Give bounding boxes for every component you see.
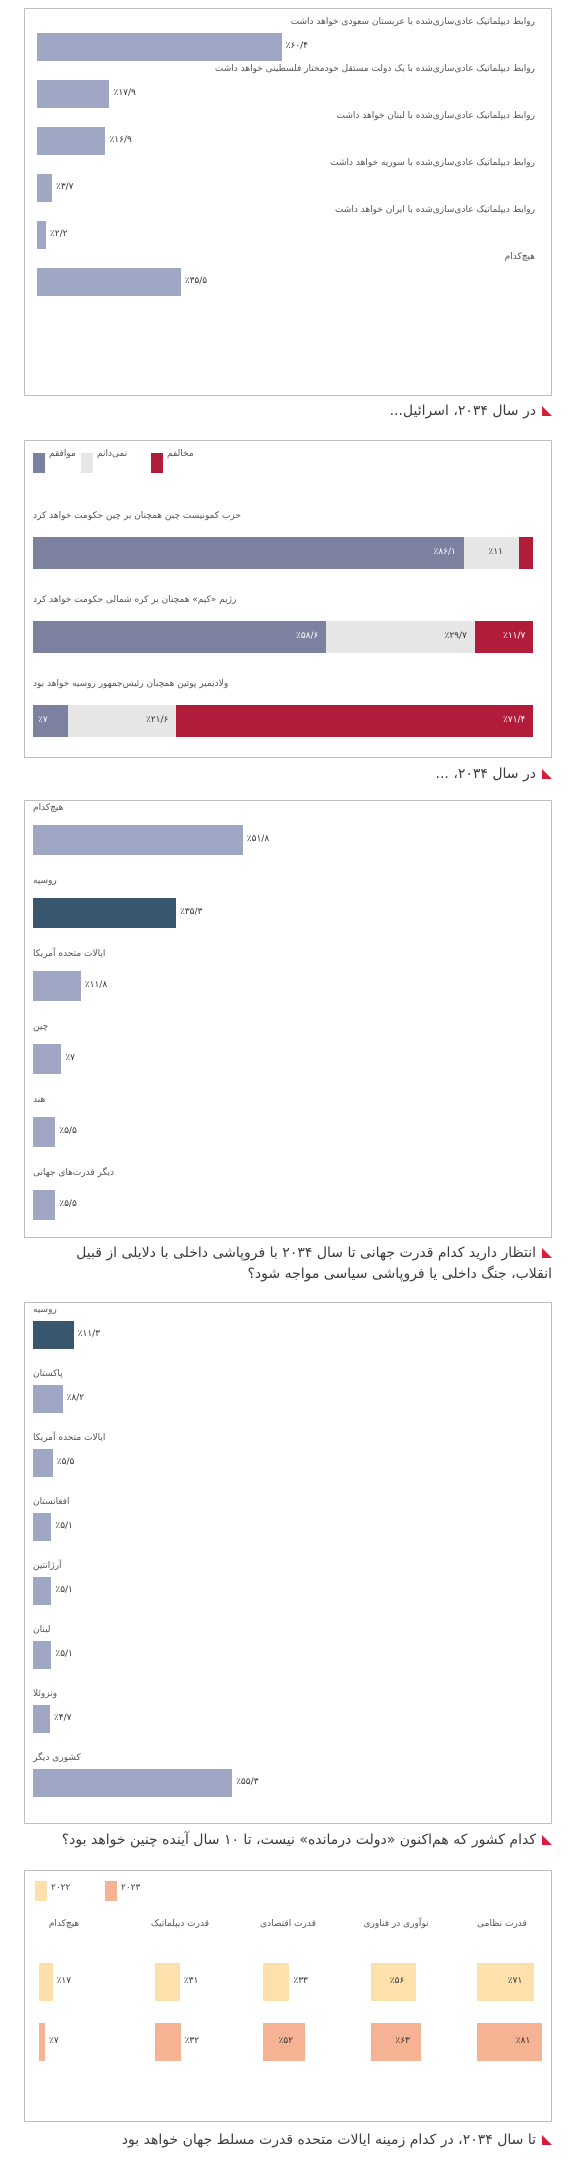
segment-value-label: ٪۷۱/۴ bbox=[503, 715, 526, 725]
segment-value-label: ٪۱۱/۷ bbox=[503, 631, 526, 641]
bar-category-label: روابط دیپلماتیک عادی‌سازی‌شده با سوریه خواهد داشت bbox=[330, 158, 535, 168]
bar-value-label: ٪۵/۱ bbox=[55, 1521, 73, 1531]
segment-value-label: ٪۲۱/۶ bbox=[146, 715, 169, 725]
bar bbox=[37, 268, 181, 296]
bar-category-label: ایالات متحده آمریکا bbox=[33, 949, 106, 959]
bar bbox=[33, 1385, 63, 1413]
bar-category-label: رژیم «کیم» همچنان بر کره شمالی حکومت خواهد کرد bbox=[33, 595, 237, 605]
bar bbox=[37, 127, 105, 155]
bar-value-label: ٪۱۷/۹ bbox=[113, 88, 136, 98]
bar-category-label: روسیه bbox=[33, 876, 57, 886]
column-bar bbox=[477, 1963, 534, 2001]
bar-category-label: روابط دیپلماتیک عادی‌سازی‌شده با ایران خواهد داشت bbox=[334, 205, 535, 215]
column-category-label: نوآوری در فناوری bbox=[363, 1919, 429, 1929]
column-value-label: ٪۵۲ bbox=[278, 2036, 294, 2046]
bar-category-label: دیگر قدرت‌های جهانی bbox=[33, 1168, 115, 1178]
bar-value-label: ٪۵/۵ bbox=[59, 1199, 77, 1209]
bar-value-label: ٪۶۰/۴ bbox=[285, 41, 308, 51]
column-value-label: ٪۳۱ bbox=[183, 1976, 199, 1986]
bar bbox=[33, 1117, 55, 1147]
bar bbox=[33, 825, 243, 855]
red-triangle-icon bbox=[542, 2135, 552, 2145]
dontknow-swatch bbox=[81, 453, 93, 473]
segment-value-label: ٪۵۸/۶ bbox=[296, 631, 319, 641]
legend-2023-swatch bbox=[105, 1881, 117, 1901]
bar-value-label: ٪۷ bbox=[65, 1053, 76, 1063]
bar bbox=[33, 971, 81, 1001]
stacked-segment bbox=[33, 537, 464, 569]
segment-value-label: ٪۸۶/۱ bbox=[433, 547, 456, 557]
segment-value-label: ٪۲۹/۷ bbox=[444, 631, 467, 641]
red-triangle-icon bbox=[542, 1835, 552, 1845]
column-category-label: قدرت نظامی bbox=[477, 1919, 527, 1929]
bar-category-label: پاکستان bbox=[33, 1369, 63, 1379]
legend-label: نمی‌دانم bbox=[97, 449, 128, 459]
bar-value-label: ٪۵/۵ bbox=[59, 1126, 77, 1136]
legend-label: مخالفم bbox=[167, 449, 194, 459]
column-value-label: ٪۸۱ bbox=[515, 2036, 531, 2046]
column-category-label: هیچ‌کدام bbox=[48, 1919, 80, 1929]
bar-category-label: روابط دیپلماتیک عادی‌سازی‌شده با یک دولت مستقل خودمختار فلسطینی خواهد داشت bbox=[214, 64, 535, 74]
bar-value-label: ٪۵۵/۳ bbox=[236, 1777, 259, 1787]
bar bbox=[33, 1190, 55, 1220]
column-bar bbox=[155, 2023, 181, 2061]
column-bar bbox=[263, 1963, 289, 2001]
bar bbox=[37, 33, 282, 61]
bar bbox=[33, 1769, 232, 1797]
column-value-label: ٪۵۶ bbox=[389, 1976, 405, 1986]
bar bbox=[33, 1577, 51, 1605]
legend-label: ۲۰۲۲ bbox=[51, 1883, 71, 1893]
caption-israel: در سال ۲۰۳۴، اسرائیل... bbox=[32, 401, 552, 422]
red-triangle-icon bbox=[542, 769, 552, 779]
caption-regimes: در سال ۲۰۳۴، ... bbox=[32, 764, 552, 785]
chart-israel-panel bbox=[24, 8, 552, 396]
red-triangle-icon bbox=[542, 1248, 552, 1258]
bar-value-label: ٪۵۱/۸ bbox=[246, 834, 270, 844]
bar-value-label: ٪۱۶/۹ bbox=[109, 135, 132, 145]
bar-value-label: ٪۱۱/۸ bbox=[84, 980, 108, 990]
column-bar bbox=[477, 2023, 542, 2061]
chart-us-dominance-panel bbox=[24, 1870, 552, 2122]
bar bbox=[33, 1641, 51, 1669]
bar bbox=[33, 1513, 51, 1541]
column-category-label: قدرت دیپلماتیک bbox=[150, 1919, 210, 1929]
bar-category-label: افغانستان bbox=[33, 1497, 70, 1507]
bar-value-label: ٪۳۵/۳ bbox=[179, 907, 203, 917]
stacked-segment bbox=[176, 705, 533, 737]
red-triangle-icon bbox=[542, 406, 552, 416]
bar-value-label: ٪۲/۲ bbox=[49, 229, 68, 239]
bar bbox=[33, 1321, 74, 1349]
stacked-segment bbox=[519, 537, 534, 569]
bar-value-label: ٪۳/۷ bbox=[55, 182, 74, 192]
bar-category-label: حزب کمونیست چین همچنان بر چین حکومت خواهد کرد bbox=[33, 511, 241, 521]
column-value-label: ٪۳۲ bbox=[184, 2036, 200, 2046]
chart-regimes-panel bbox=[24, 440, 552, 758]
bar-category-label: روسیه bbox=[33, 1305, 57, 1315]
bar-value-label: ٪۵/۱ bbox=[55, 1649, 73, 1659]
bar-category-label: لبنان bbox=[33, 1625, 51, 1635]
bar bbox=[33, 898, 176, 928]
bar-category-label: روابط دیپلماتیک عادی‌سازی‌شده با لبنان خواهد داشت bbox=[336, 111, 535, 121]
bar-value-label: ٪۵/۱ bbox=[55, 1585, 73, 1595]
bar-value-label: ٪۵/۵ bbox=[56, 1457, 75, 1467]
caption-us-dominance: تا سال ۲۰۳۴، در کدام زمینه ایالات متحده قدرت مسلط جهان خواهد بود bbox=[32, 2130, 552, 2151]
chart-failed-state-panel bbox=[24, 1302, 552, 1824]
bar-value-label: ٪۸/۲ bbox=[66, 1393, 85, 1403]
column-bar bbox=[39, 2023, 45, 2061]
bar bbox=[33, 1044, 61, 1074]
bar-category-label: ونزوئلا bbox=[33, 1689, 58, 1699]
bar-category-label: چین bbox=[33, 1022, 49, 1032]
bar-category-label: هند bbox=[33, 1095, 46, 1105]
bar bbox=[37, 80, 109, 108]
column-value-label: ٪۷ bbox=[49, 2036, 59, 2046]
column-value-label: ٪۱۷ bbox=[56, 1976, 72, 1986]
agree-swatch bbox=[33, 453, 45, 473]
bar-category-label: هیچ‌کدام bbox=[504, 252, 535, 262]
column-bar bbox=[155, 1963, 180, 2001]
segment-value-label: ٪۱۱ bbox=[488, 547, 504, 557]
chart-collapse-panel bbox=[24, 800, 552, 1238]
bar-category-label: هیچ‌کدام bbox=[33, 803, 64, 813]
bar bbox=[33, 1705, 50, 1733]
bar-value-label: ٪۱۱/۳ bbox=[77, 1329, 101, 1339]
bar-category-label: آرژانتین bbox=[33, 1561, 62, 1571]
legend-2022-swatch bbox=[35, 1881, 47, 1901]
bar-category-label: ایالات متحده آمریکا bbox=[33, 1433, 106, 1443]
bar bbox=[37, 221, 46, 249]
legend-label: موافقم bbox=[49, 449, 76, 459]
column-bar bbox=[39, 1963, 53, 2001]
column-category-label: قدرت اقتصادی bbox=[260, 1919, 316, 1929]
stacked-segment bbox=[33, 621, 326, 653]
caption-failed-state: کدام کشور که هم‌اکنون «دولت درمانده» نیست، تا ۱۰ سال آینده چنین خواهد بود؟ bbox=[32, 1830, 552, 1851]
bar bbox=[37, 174, 52, 202]
legend-label: ۲۰۲۳ bbox=[121, 1883, 141, 1893]
segment-value-label: ٪۷ bbox=[38, 715, 48, 725]
column-value-label: ٪۳۳ bbox=[293, 1976, 308, 1986]
bar-category-label: ولادیمیر پوتین همچنان رئیس‌جمهور روسیه خواهد بود bbox=[33, 679, 229, 689]
disagree-swatch bbox=[151, 453, 163, 473]
bar-category-label: روابط دیپلماتیک عادی‌سازی‌شده با عربستان سعودی خواهد داشت bbox=[290, 17, 535, 27]
column-value-label: ٪۶۳ bbox=[395, 2036, 410, 2046]
bar bbox=[33, 1449, 53, 1477]
bar-category-label: کشوری دیگر bbox=[33, 1753, 81, 1763]
bar-value-label: ٪۳۵/۵ bbox=[184, 276, 208, 286]
bar-value-label: ٪۴/۷ bbox=[53, 1713, 72, 1723]
caption-collapse: انتظار دارید کدام قدرت جهانی تا سال ۲۰۳۴ با فروپاشی داخلی با دلایلی از قبیل انقلاب، جنگ داخلی یا فروپاشی سیاسی مواجه شود؟ bbox=[76, 1245, 552, 1282]
column-value-label: ٪۷۱ bbox=[507, 1976, 523, 1986]
